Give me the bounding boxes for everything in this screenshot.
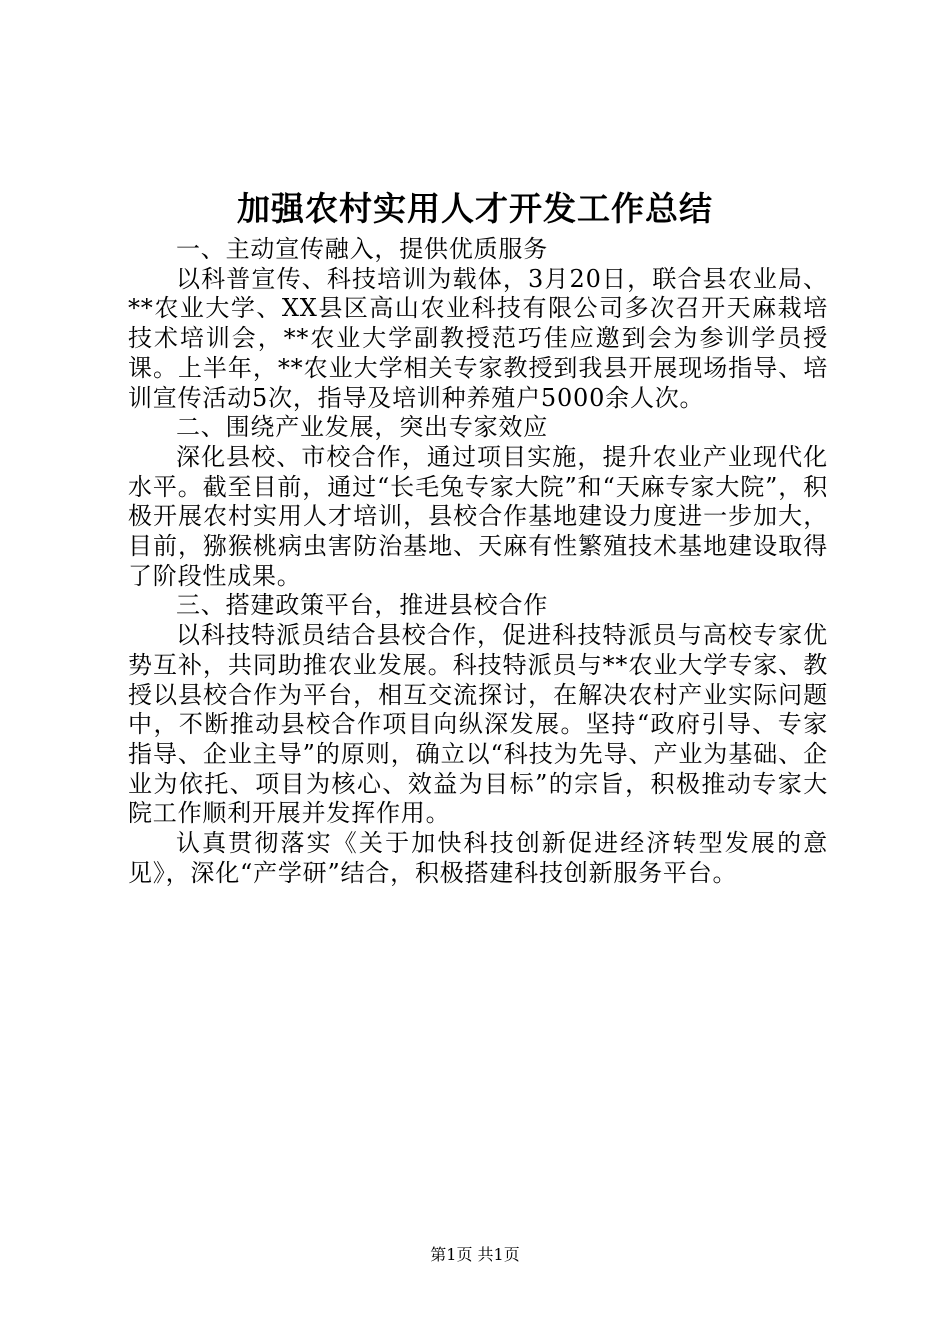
paragraph-4: 认真贯彻落实《关于加快科技创新促进经济转型发展的意见》，深化“产学研”结合，积极搭建科技创新服务平台。 [128, 829, 828, 887]
document-title: 加强农村实用人才开发工作总结 [237, 189, 713, 228]
paragraph-3: 以科技特派员结合县校合作，促进科技特派员与高校专家优势互补，共同助推农业发展。科技特派员与**农业大学专家、教授以县校合作为平台，相互交流探讨，在解决农村产业实际问题中，不断推动县校合作项目向纵深发展。坚持“政府引导、专家指导、企业主导”的原则，确立以“科技为先导、产业为基础、企业为依托、项目为核心、效益为目标”的宗旨，积极推动专家大院工作顺利开展并发挥作用。 [128, 621, 828, 828]
page-number-footer: 第1页 共1页 [430, 1245, 520, 1264]
section-heading-1: 一、主动宣传融入，提供优质服务 [176, 235, 548, 263]
paragraph-2: 深化县校、市校合作，通过项目实施，提升农业产业现代化水平。截至目前，通过“长毛兔专家大院”和“天麻专家大院”，积极开展农村实用人才培训，县校合作基地建设力度进一步加大，目前，猕猴桃病虫害防治基地、天麻有性繁殖技术基地建设取得了阶段性成果。 [128, 442, 828, 590]
paragraph-1: 以科普宣传、科技培训为载体，3月20日，联合县农业局、**农业大学、XX县区高山农业科技有限公司多次召开天麻栽培技术培训会，**农业大学副教授范巧佳应邀到会为参训学员授课。上半年，**农业大学相关专家教授到我县开展现场指导、培训宣传活动5次，指导及培训种养殖户5000余人次。 [128, 264, 828, 412]
section-heading-2: 二、围绕产业发展，突出专家效应 [176, 413, 548, 442]
section-heading-3: 三、搭建政策平台，推进县校合作 [176, 591, 548, 620]
document-body [128, 235, 828, 888]
